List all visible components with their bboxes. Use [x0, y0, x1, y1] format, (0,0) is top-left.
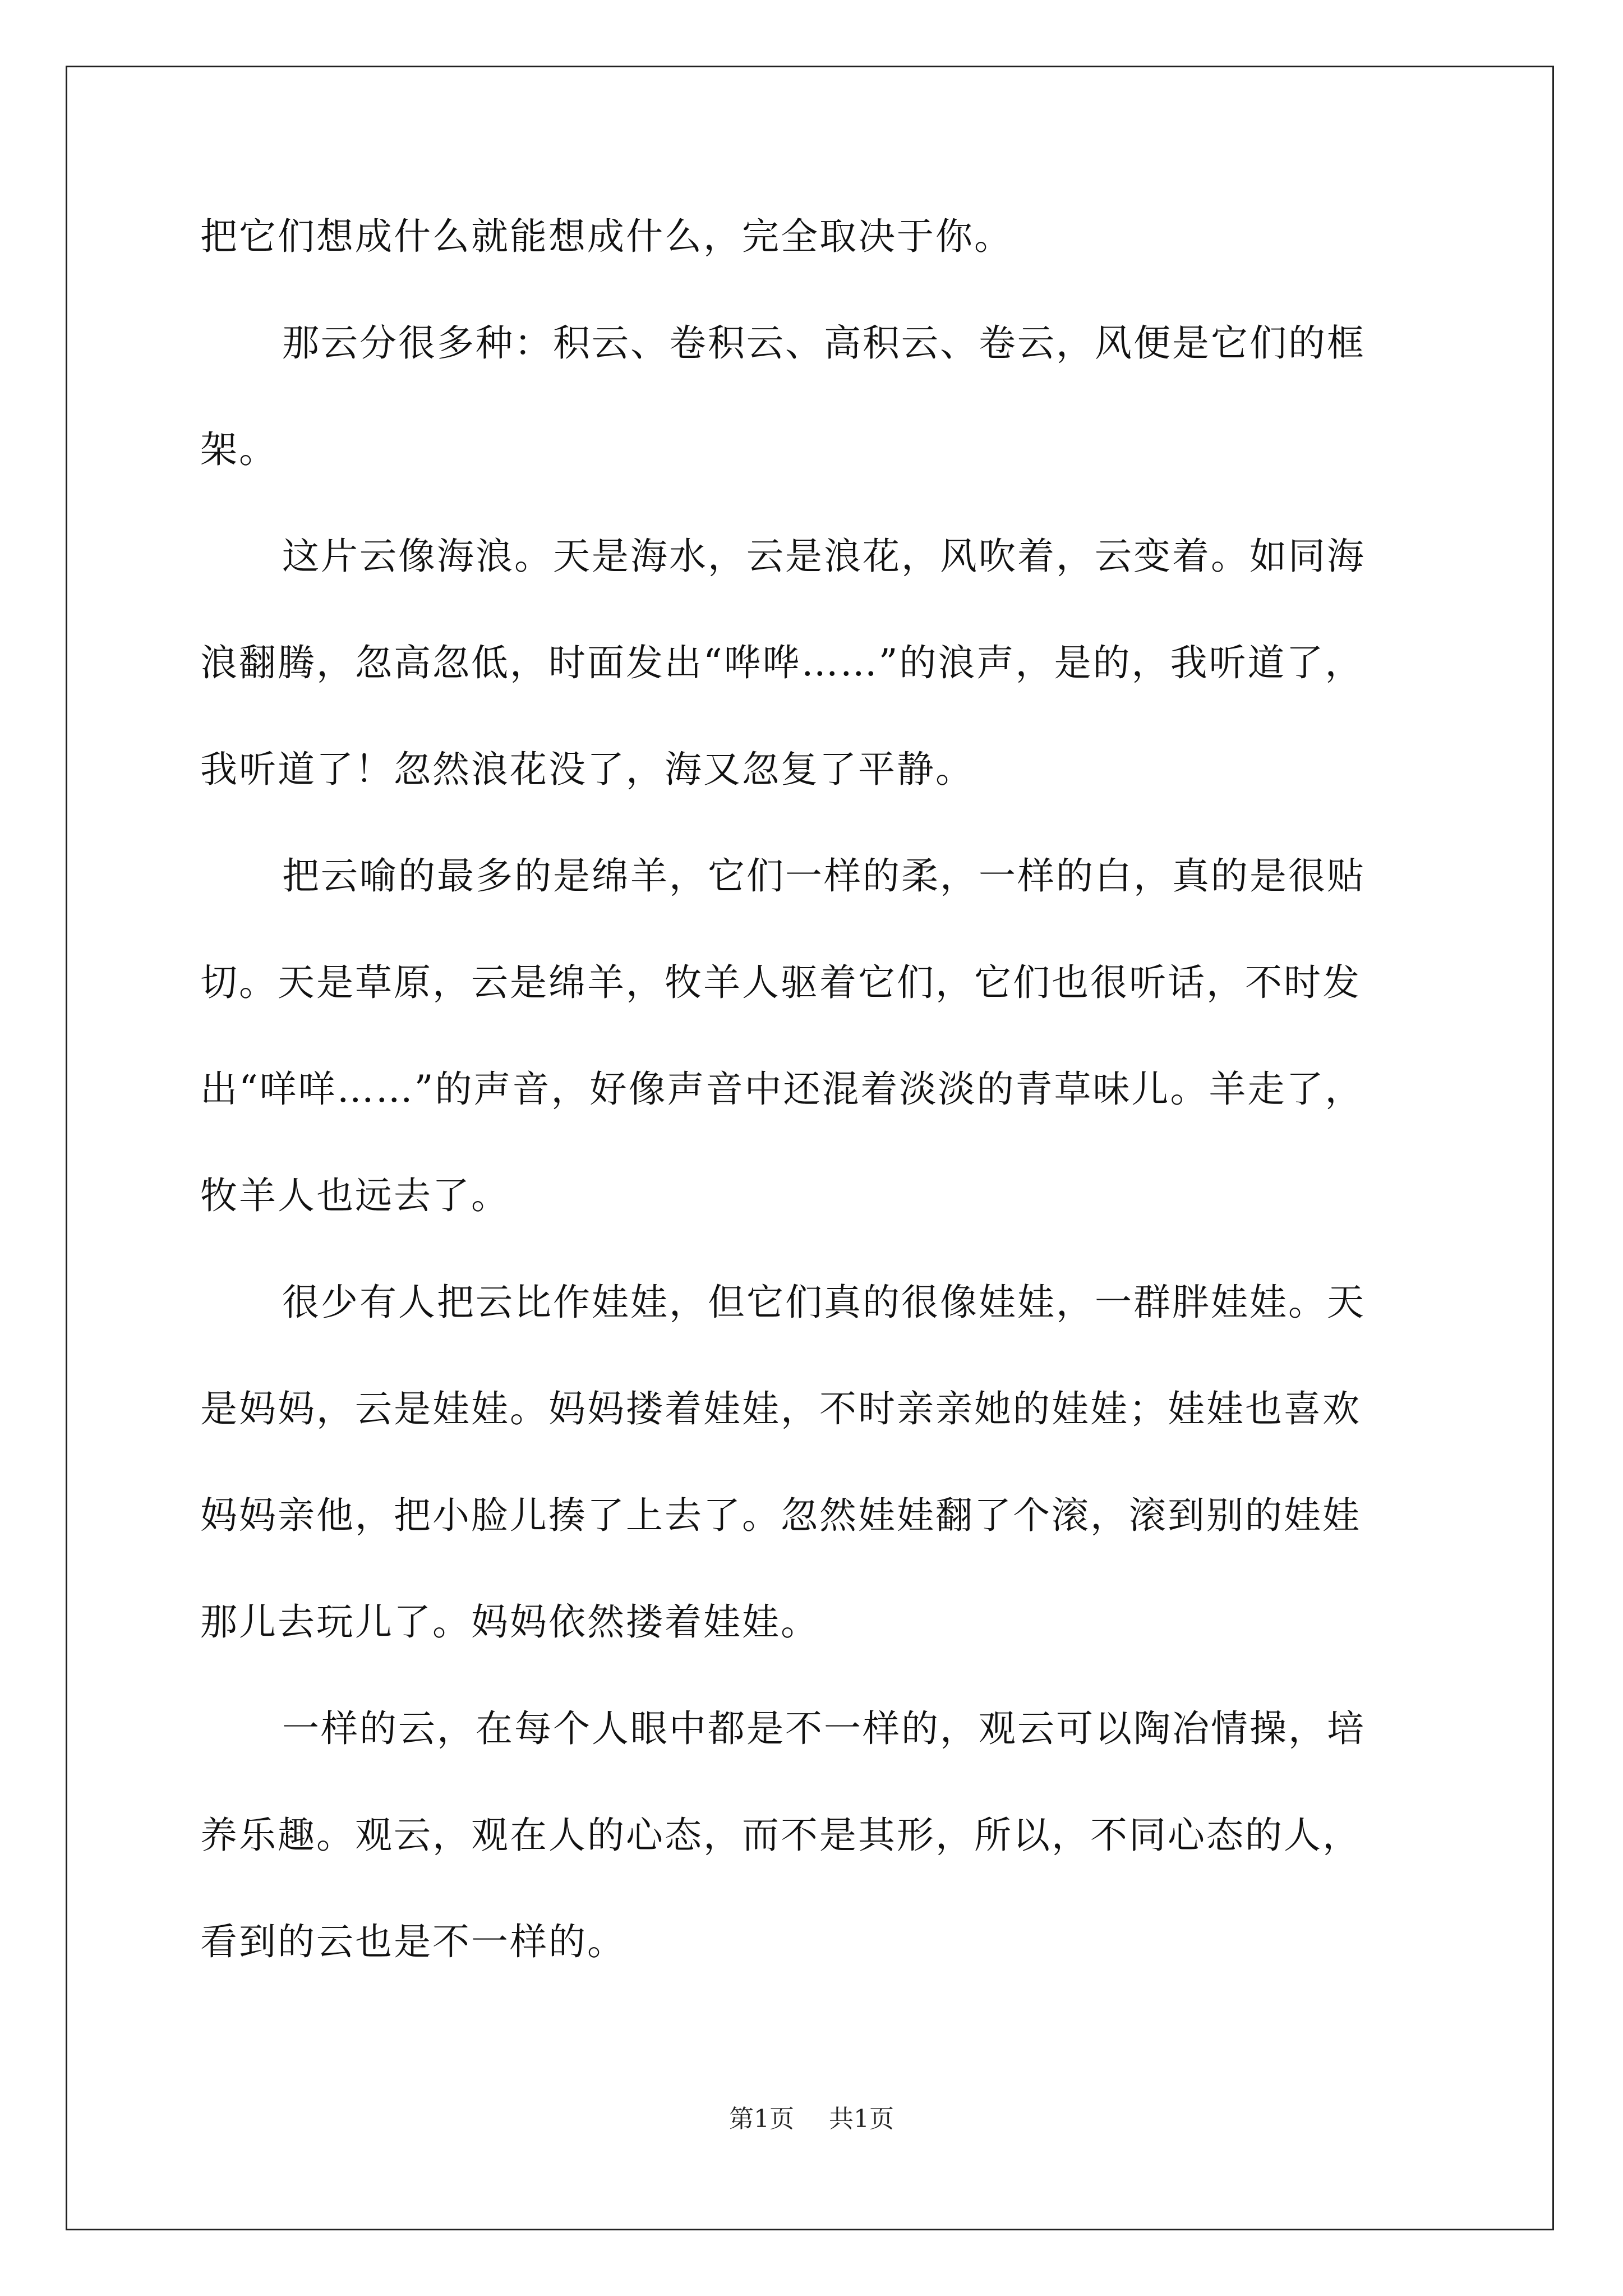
text-line: 妈妈亲他，把小脸儿揍了上去了。忽然娃娃翻了个滚，滚到别的娃娃	[200, 1494, 1361, 1537]
page-number-total: 共1页	[829, 2105, 894, 2133]
text-line: 把它们想成什么就能想成什么，完全取决于你。	[200, 215, 1013, 258]
page-footer	[0, 2102, 1623, 2136]
text-line: 看到的云也是不一样的。	[200, 1920, 626, 1963]
text-line: 很少有人把云比作娃娃，但它们真的很像娃娃，一群胖娃娃。天	[282, 1281, 1366, 1324]
text-line: 出“咩咩……”的声音，好像声音中还混着淡淡的青草味儿。羊走了，	[200, 1068, 1364, 1111]
text-line: 切。天是草原，云是绵羊，牧羊人驱着它们，它们也很听话，不时发	[200, 961, 1361, 1004]
text-line: 我听道了！忽然浪花没了，海又忽复了平静。	[200, 748, 974, 791]
text-line: 那云分很多种：积云、卷积云、高积云、卷云，风便是它们的框	[282, 321, 1366, 365]
text-line: 架。	[200, 428, 278, 471]
text-line: 浪翻腾，忽高忽低，时面发出“哗哗……”的浪声，是的，我听道了，	[200, 641, 1364, 684]
text-line: 养乐趣。观云，观在人的心态，而不是其形，所以，不同心态的人，	[200, 1814, 1361, 1857]
text-line: 那儿去玩儿了。妈妈依然搂着娃娃。	[200, 1600, 819, 1644]
text-line: 把云喻的最多的是绵羊，它们一样的柔，一样的白，真的是很贴	[282, 854, 1366, 898]
page-border	[66, 66, 1554, 2230]
text-line: 一样的云，在每个人眼中都是不一样的，观云可以陶冶情操，培	[282, 1707, 1366, 1750]
text-line: 是妈妈，云是娃娃。妈妈搂着娃娃，不时亲亲她的娃娃；娃娃也喜欢	[200, 1387, 1361, 1430]
text-line: 牧羊人也远去了。	[200, 1174, 510, 1217]
page-number-current: 第1页	[729, 2105, 794, 2133]
text-line: 这片云像海浪。天是海水，云是浪花，风吹着，云变着。如同海	[282, 535, 1366, 578]
